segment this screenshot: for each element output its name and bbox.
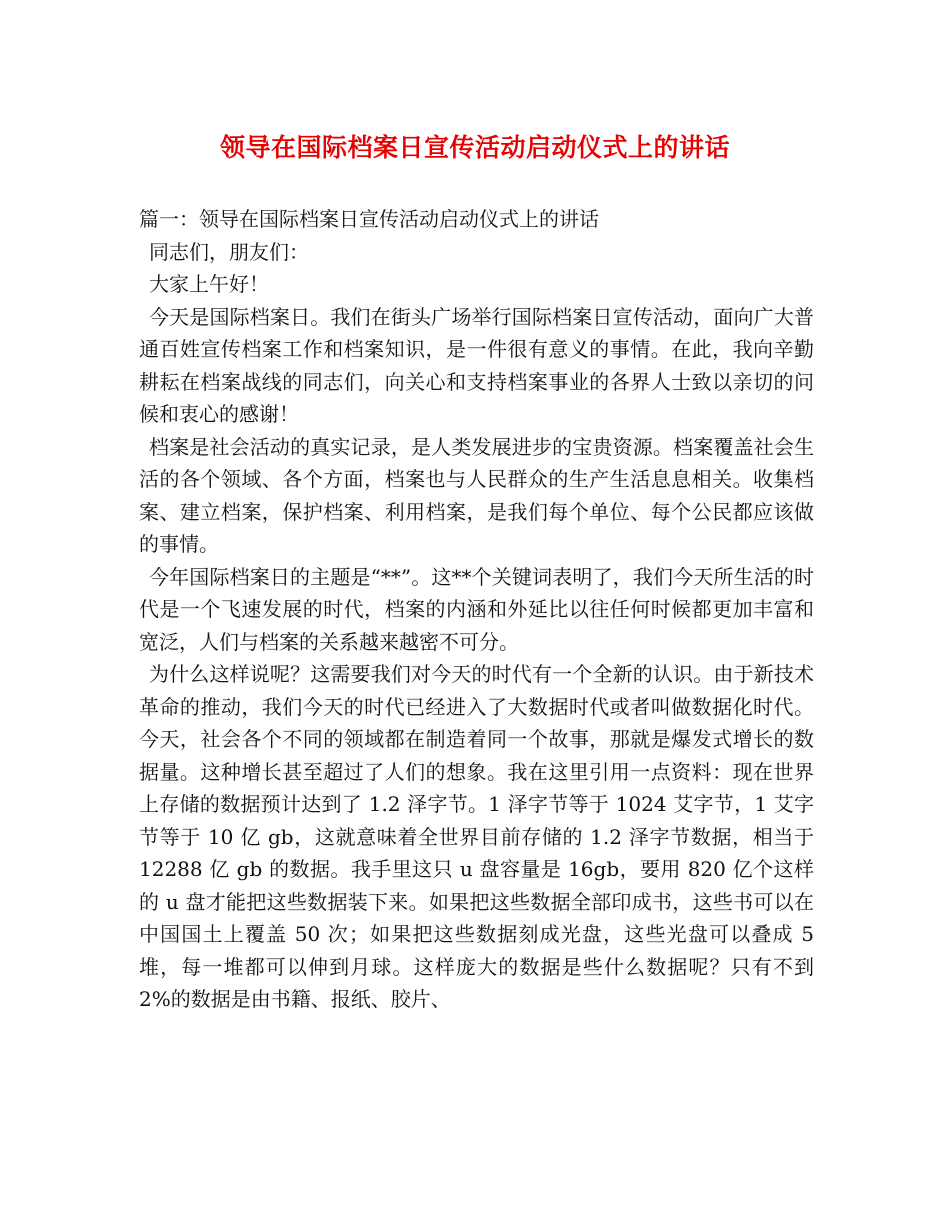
greeting: 大家上午好！ <box>149 272 269 296</box>
document-body <box>139 203 814 1016</box>
paragraph-4: 为什么这样说呢？这需要我们对今天的时代有一个全新的认识。由于新技术革命的推动，我们今天的时代已经进入了大数据时代或者叫做数据化时代。今天，社会各个不同的领域都在制造着同一个故事，那就是爆发式增长的数据量。这种增长甚至超过了人们的想象。我在这里引用一点资料：现在世界上存储的数据预计达到了 1.2 泽字节。1 泽字节等于 1024 艾字节，1 艾字节等于 10 亿 gb，这就意味着全世界目前存储的 1.2 泽字节数据，相当于 12288 亿 gb 的数据。我手里这只 u 盘容量是 16gb，要用 820 亿个这样的 u 盘才能把这些数据装下来。如果把这些数据全部印成书，这些书可以在中国国土上覆盖 50 次；如果把这些数据刻成光盘，这些光盘可以叠成 5 堆，每一堆都可以伸到月球。这样庞大的数据是些什么数据呢？只有不到 2%的数据是由书籍、报纸、胶片、 <box>139 662 814 1011</box>
paragraph-1: 今天是国际档案日。我们在街头广场举行国际档案日宣传活动，面向广大普通百姓宣传档案工作和档案知识，是一件很有意义的事情。在此，我向辛勤耕耘在档案战线的同志们，向关心和支持档案事业的各界人士致以亲切的问候和衷心的感谢！ <box>139 304 814 426</box>
document-title: 领导在国际档案日宣传活动启动仪式上的讲话 <box>219 133 730 162</box>
paragraph-2: 档案是社会活动的真实记录，是人类发展进步的宝贵资源。档案覆盖社会生活的各个领域、各个方面，档案也与人民群众的生产生活息息相关。收集档案、建立档案，保护档案、利用档案，是我们每个单位、每个公民都应该做的事情。 <box>139 434 814 556</box>
paragraph-3: 今年国际档案日的主题是“**”。这**个关键词表明了，我们今天所生活的时代是一个飞速发展的时代，档案的内涵和外延比以往任何时候都更加丰富和宽泛，人们与档案的关系越来越密不可分。 <box>139 564 814 654</box>
section-heading: 篇一：领导在国际档案日宣传活动启动仪式上的讲话 <box>139 207 599 231</box>
salutation: 同志们，朋友们： <box>149 239 309 264</box>
